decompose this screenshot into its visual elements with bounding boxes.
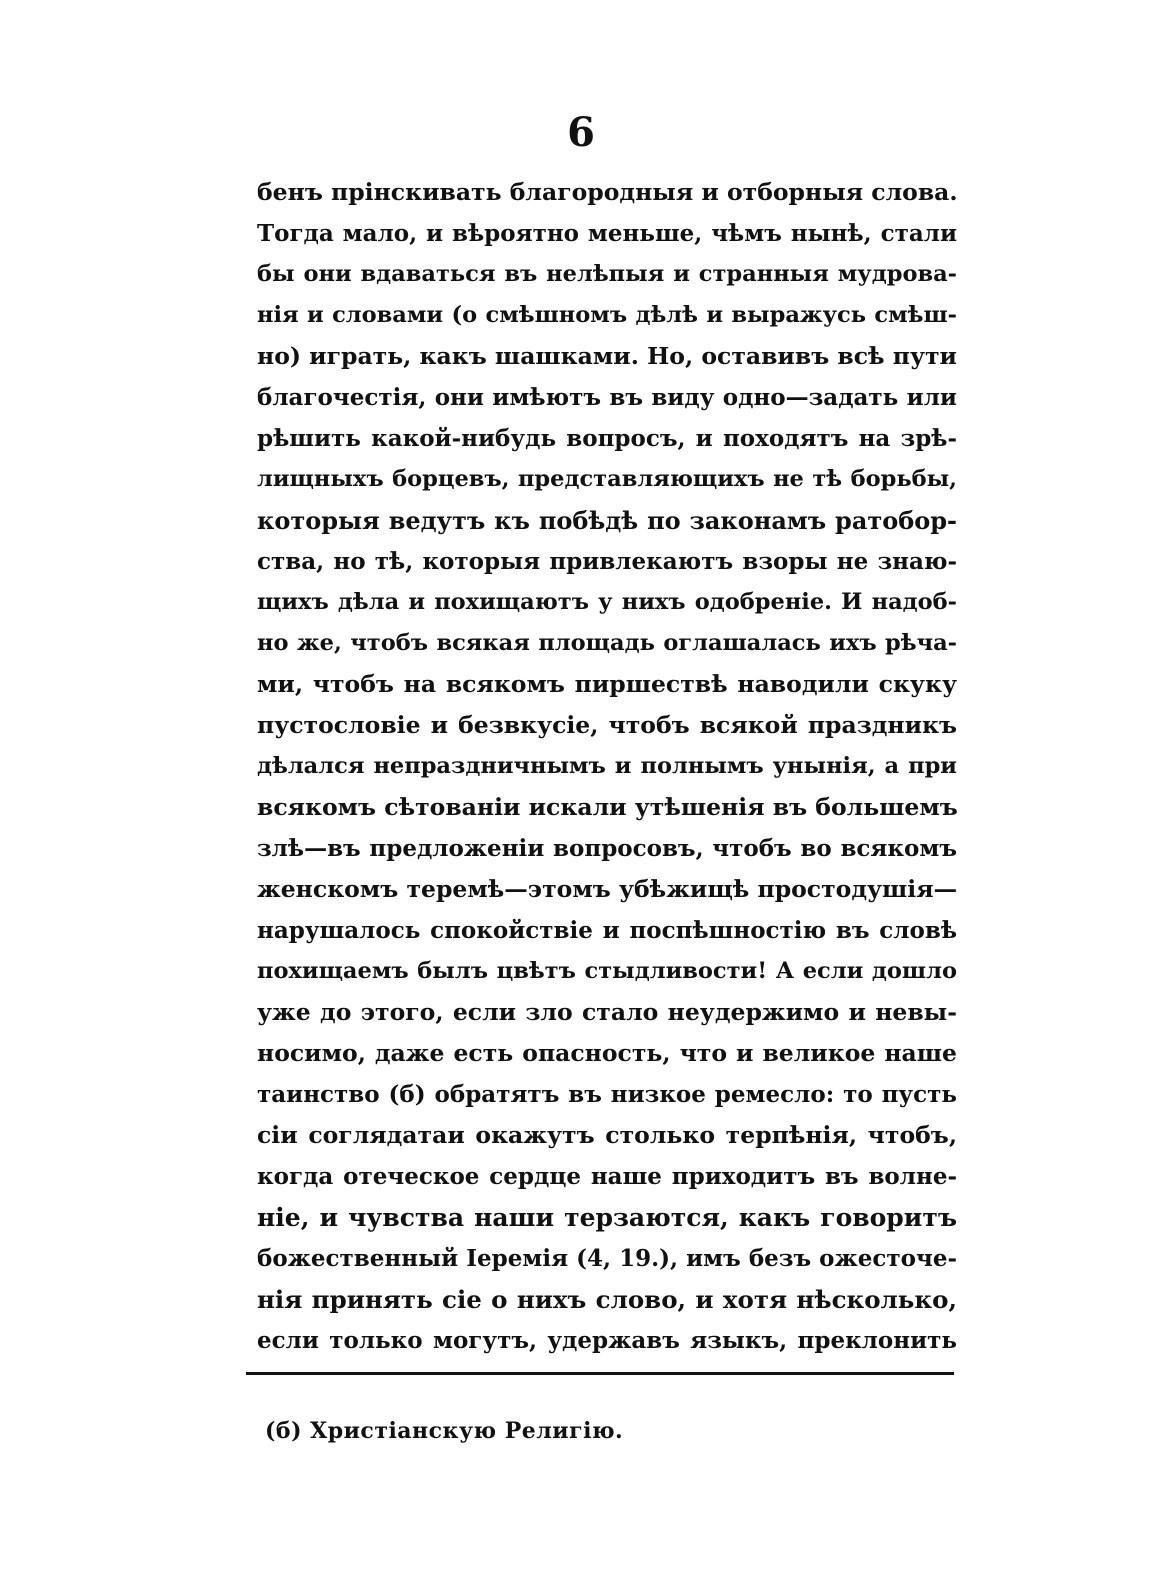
text-line: нія принять сіе о нихъ слово, и хотя нѣсколько, bbox=[257, 1285, 957, 1314]
text-line: благочестія, они имѣютъ въ виду одно—задать или bbox=[257, 384, 957, 411]
text-line: бенъ прінскивать благородныя и отборныя слова. bbox=[257, 178, 958, 206]
text-line: ніе, и чувства наши терзаются, какъ говоритъ bbox=[257, 1203, 957, 1232]
text-line: дѣлался непраздничнымъ и полнымъ унынія, а при bbox=[257, 753, 957, 779]
body-text bbox=[257, 172, 957, 1361]
text-line: ми, чтобъ на всякомъ пиршествѣ наводили скуку bbox=[257, 670, 957, 698]
text-line: которыя ведутъ къ побѣдѣ по законамъ ратобор- bbox=[257, 506, 957, 535]
text-line: божественный Іеремія (4, 19.), имъ безъ ожесточе- bbox=[257, 1245, 957, 1272]
page-number: 6 bbox=[567, 109, 596, 156]
text-line: Тогда мало, и вѣроятно меньше, чѣмъ нынѣ, стали bbox=[257, 220, 957, 247]
text-line: пустословіе и безвкусіе, чтобъ всякой праздникъ bbox=[257, 711, 957, 739]
text-line: нарушалось спокойствіе и поспѣшностію въ словѣ bbox=[257, 917, 957, 944]
text-line: лищныхъ борцевъ, представляющихъ не тѣ борьбы, bbox=[257, 466, 957, 492]
text-line: всякомъ сѣтованіи искали утѣшенія въ большемъ bbox=[257, 793, 958, 821]
footnote: (б) Христіанскую Религію. bbox=[265, 1418, 624, 1444]
text-line: злѣ—въ предложеніи вопросовъ, чтобъ во всякомъ bbox=[257, 835, 957, 862]
text-line: но же, чтобъ всякая площадь оглашалась ихъ рѣча- bbox=[257, 630, 957, 656]
text-line: ства, но тѣ, которыя привлекаютъ взоры не знаю- bbox=[257, 548, 957, 575]
text-line: сіи соглядатаи окажутъ столько терпѣнія, чтобъ, bbox=[257, 1121, 957, 1149]
text-line: похищаемъ былъ цвѣтъ стыдливости! А если дошло bbox=[257, 958, 957, 984]
footnote-divider bbox=[246, 1372, 954, 1375]
text-line: нія и словами (о смѣшномъ дѣлѣ и выражусь смѣш- bbox=[257, 302, 957, 328]
text-line: женскомъ теремѣ—этомъ убѣжищѣ простодушія— bbox=[257, 875, 958, 903]
text-line: но) играть, какъ шашками. Но, оставивъ всѣ пути bbox=[257, 342, 957, 370]
text-line: если только могутъ, удержавъ языкъ, преклонить bbox=[257, 1327, 957, 1354]
text-line: когда отеческое сердце наше приходитъ въ волне- bbox=[257, 1163, 957, 1190]
text-line: щихъ дѣла и похищаютъ у нихъ одобреніе. И надоб- bbox=[257, 589, 957, 615]
text-line: рѣшить какой-нибудь вопросъ, и походятъ на зрѣ- bbox=[257, 425, 957, 452]
text-line: таинство (б) обратятъ въ низкое ремесло: то пусть bbox=[257, 1081, 957, 1108]
text-line: бы они вдаваться въ нелѣпыя и странныя мудрова- bbox=[257, 261, 957, 287]
text-line: носимо, даже есть опасность, что и великое наше bbox=[257, 1039, 957, 1067]
text-line: уже до этого, если зло стало неудержимо и невы- bbox=[257, 998, 957, 1026]
